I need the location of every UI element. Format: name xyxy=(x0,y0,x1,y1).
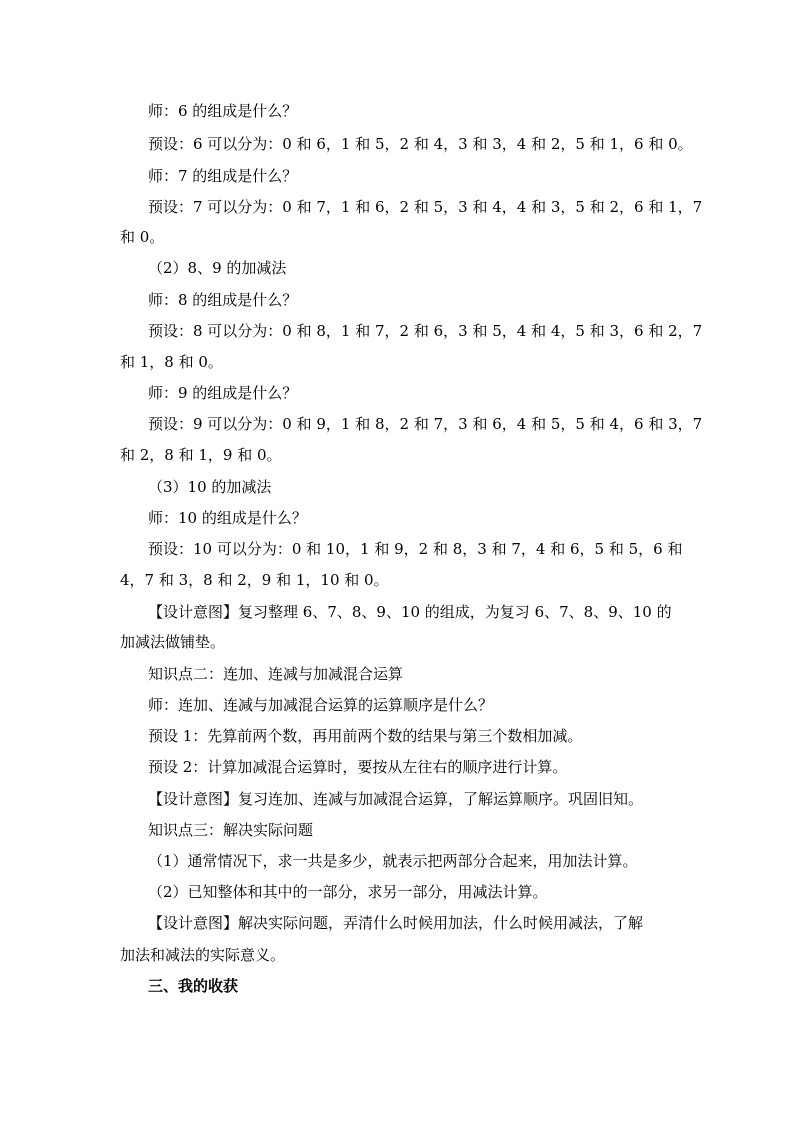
text-line: 预设：7 可以分为：0 和 7，1 和 6，2 和 5，3 和 4，4 和 3，5 和 2，6 和 1，7 xyxy=(148,198,703,216)
text-line: 师：7 的组成是什么？ xyxy=(148,167,298,185)
text-line: 和 1，8 和 0。 xyxy=(120,353,223,371)
design-intent-line: 【设计意图】复习连加、连减与加减混合运算，了解运算顺序。巩固旧知。 xyxy=(148,790,644,808)
text-line: 加减法做铺垫。 xyxy=(120,633,226,651)
knowledge-point-heading: 知识点三：解决实际问题 xyxy=(148,821,314,839)
text-line: 和 2，8 和 1，9 和 0。 xyxy=(120,446,282,464)
text-line: 预设 1：先算前两个数，再用前两个数的结果与第三个数相加减。 xyxy=(148,727,583,745)
text-line: 预设：6 可以分为：0 和 6，1 和 5，2 和 4，3 和 3，4 和 2，5 和 1，6 和 0。 xyxy=(148,135,693,153)
text-line: 师：10 的组成是什么？ xyxy=(148,509,307,527)
text-line: 师：连加、连减与加减混合运算的运算顺序是什么？ xyxy=(148,696,494,714)
design-intent-line: 【设计意图】复习整理 6、7、8、9、10 的组成，为复习 6、7、8、9、10 的 xyxy=(148,603,672,621)
text-line: 预设：8 可以分为：0 和 8，1 和 7，2 和 6，3 和 5，4 和 4，5 和 3，6 和 2，7 xyxy=(148,322,703,340)
text-line: 师：8 的组成是什么？ xyxy=(148,291,298,309)
text-line: （2）已知整体和其中的一部分，求另一部分，用减法计算。 xyxy=(148,883,548,901)
text-line: 师：6 的组成是什么？ xyxy=(148,102,298,120)
text-line: （1）通常情况下，求一共是多少，就表示把两部分合起来，用加法计算。 xyxy=(148,852,638,870)
section-title: 三、我的收获 xyxy=(148,977,239,995)
text-line: 和 0。 xyxy=(120,228,165,246)
text-line: 预设 2：计算加减混合运算时，要按从左往右的顺序进行计算。 xyxy=(148,758,568,776)
design-intent-line: 【设计意图】解决实际问题，弄清什么时候用加法，什么时候用减法，了解 xyxy=(148,914,644,932)
knowledge-point-heading: 知识点二：连加、连减与加减混合运算 xyxy=(148,665,404,683)
text-line: 预设：9 可以分为：0 和 9，1 和 8，2 和 7，3 和 6，4 和 5，5 和 4，6 和 3，7 xyxy=(148,415,703,433)
text-line: 4，7 和 3，8 和 2，9 和 1，10 和 0。 xyxy=(120,571,389,589)
section-heading: （3）10 的加减法 xyxy=(148,478,272,496)
text-line: 加法和减法的实际意义。 xyxy=(120,946,286,964)
text-line: 师：9 的组成是什么？ xyxy=(148,384,298,402)
text-line: 预设：10 可以分为：0 和 10，1 和 9，2 和 8，3 和 7，4 和 6，5 和 5，6 和 xyxy=(148,540,683,558)
section-heading: （2）8、9 的加减法 xyxy=(148,259,287,277)
